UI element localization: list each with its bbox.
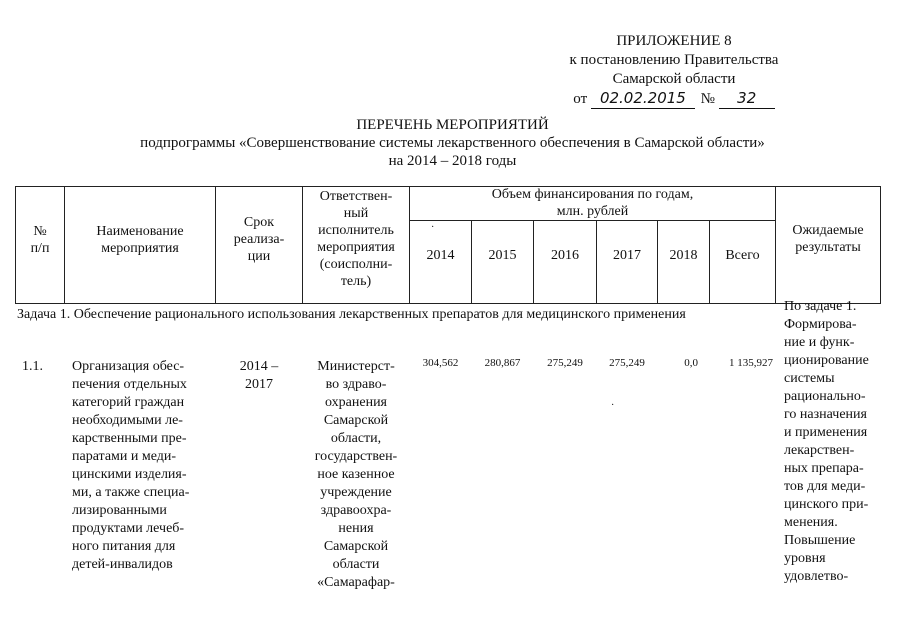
header-results: Ожидаемые результаты — [792, 223, 864, 255]
doc-title-line2: подпрограммы «Совершенствование системы лекарственного обеспечения в Самарской области» — [140, 135, 765, 151]
date-prefix: от — [573, 91, 588, 107]
header-num: № п/п — [30, 224, 50, 256]
scan-speck: · — [611, 400, 615, 411]
row-term: 2014 – 2017 — [239, 359, 279, 392]
header-term: Срок реализа- ции — [233, 215, 285, 264]
handwritten-date: 02.02.2015 — [591, 89, 695, 109]
appendix-line2: к постановлению Правительства — [569, 52, 779, 68]
header-name: Наименование мероприятия — [96, 224, 184, 256]
appendix-line3: Самарской области — [612, 71, 736, 87]
header-year-2014: 2014 — [426, 248, 455, 263]
header-year-2015: 2015 — [488, 248, 517, 263]
header-year-2016: 2016 — [551, 248, 579, 263]
header-year-2017: 2017 — [613, 248, 641, 263]
number-prefix: № — [700, 91, 715, 107]
handwritten-number: 32 — [719, 89, 775, 109]
doc-title-line3: на 2014 – 2018 годы — [388, 153, 517, 169]
row-executor: Министерст- во здраво- охранения Самарской области, государствен- ное казенное учреждение здравоохра- нения Самарской области «Самарафар- — [314, 359, 398, 590]
value-2014: 304,562 — [422, 357, 459, 369]
value-2017: 275,249 — [609, 357, 645, 369]
appendix-title: ПРИЛОЖЕНИЕ 8 — [616, 33, 732, 49]
header-funding: Объем финансирования по годам, млн. рублей — [491, 187, 694, 219]
header-total: Всего — [725, 248, 760, 263]
value-2015: 280,867 — [484, 357, 521, 369]
value-2016: 275,249 — [547, 357, 583, 369]
header-year-2018: 2018 — [669, 248, 698, 263]
value-total: 1 135,927 — [729, 357, 773, 369]
row-number: 1.1. — [22, 359, 43, 374]
header-executor: Ответствен- ный исполнитель мероприятия (соисполни- тель) — [317, 189, 395, 289]
row-expected-results: По задаче 1. Формирова- ние и функ- ционирование системы рационально- го назначения и применения лекарствен- ных препара- тов для меди- цинского при- менения. Повышение уровня удовлетво- — [784, 299, 869, 584]
value-2018: 0,0 — [684, 357, 698, 369]
row-activity-name: Организация обес- печения отдельных категорий граждан необходимыми ле- карственными пре- паратами и меди- цинскими изделия- ми, а также специа- лизированными продуктами лечеб- ного питания для детей-инвалидов — [72, 359, 190, 572]
doc-title-line1: ПЕРЕЧЕНЬ МЕРОПРИЯТИЙ — [356, 117, 549, 133]
scan-speck: · — [431, 222, 435, 233]
task-title: Задача 1. Обеспечение рационального использования лекарственных препаратов для медицинского применения — [17, 307, 686, 322]
